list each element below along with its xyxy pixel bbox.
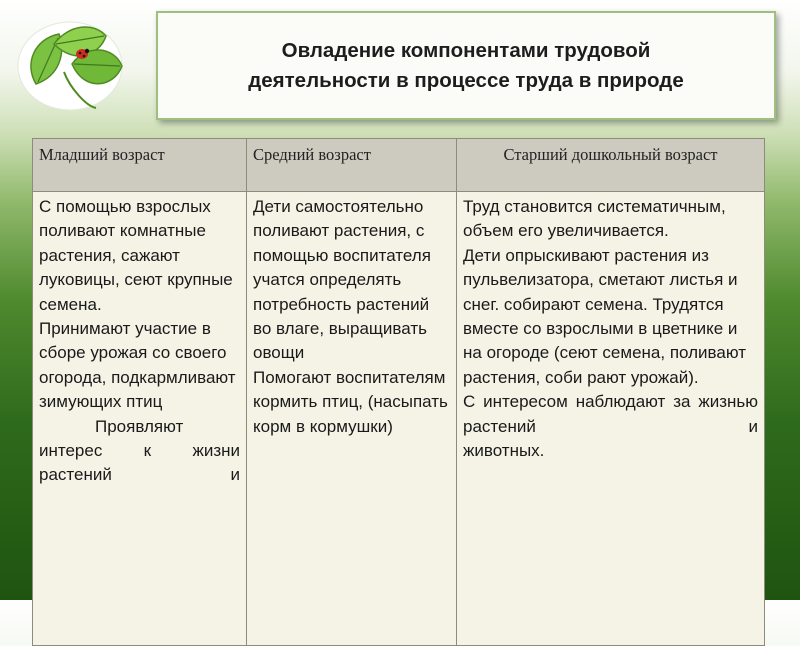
leaf-with-ladybug-icon — [14, 14, 134, 114]
junior-text-2: Принимают участие в сборе урожая со своего огорода, подкармливают зимующих птиц — [39, 319, 236, 412]
cell-senior — [457, 192, 765, 646]
senior-text-4: животных. — [463, 441, 545, 461]
header-junior-age: Младший возраст — [33, 139, 247, 192]
junior-text-5: растений и — [39, 465, 240, 485]
title-line-2: деятельности в процессе труда в природе — [248, 68, 684, 92]
header-senior-age: Старший дошкольный возраст — [457, 139, 765, 192]
table-row — [33, 192, 765, 646]
page-title — [248, 36, 683, 95]
cell-junior — [33, 192, 247, 646]
cell-middle — [247, 192, 457, 646]
junior-text-1: С помощью взрослых поливают комнатные растения, сажают луковицы, сеют крупные семена. — [39, 197, 233, 314]
middle-text-1: Дети самостоятельно поливают растения, с помощью воспитателя учатся определять потребность растений во влаге, выращивать овощи — [253, 197, 431, 363]
header-middle-age: Средний возраст — [247, 139, 457, 192]
middle-text-2: Помогают воспитателям кормить птиц, (насыпать корм в кормушки) — [253, 367, 448, 436]
title-box — [156, 11, 776, 120]
junior-text-4: интерес к жизни — [39, 441, 240, 461]
title-line-1: Овладение компонентами трудовой — [281, 38, 651, 62]
senior-text-2: Дети опрыскивают растения из пульвелизатора, сметают листья и снег. собирают семена. Трудятся вместе со взрослыми в цветнике и на огороде (сеют семена, поливают растения, соби рают урожай). — [463, 245, 746, 387]
age-comparison-table — [32, 138, 765, 646]
table-header-row — [33, 139, 765, 192]
senior-text-1: Труд становится систематичным, объем его увеличивается. — [463, 197, 726, 241]
senior-text-3: С интересом наблюдают за жизнью растений и — [463, 392, 758, 436]
junior-text-3: Проявляют — [95, 416, 184, 436]
